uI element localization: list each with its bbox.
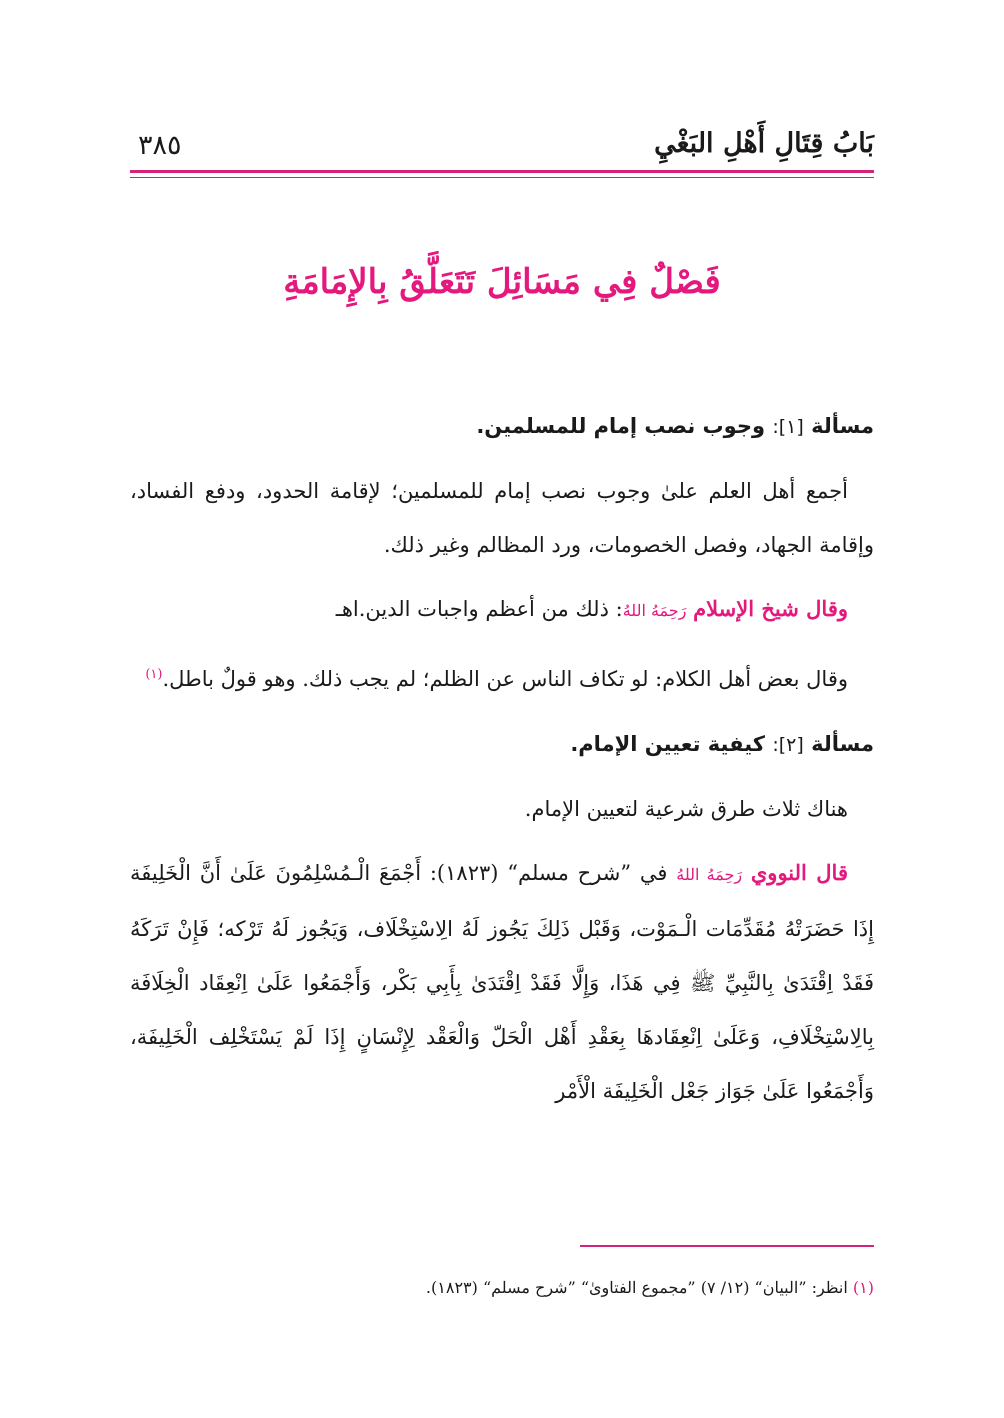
header-rule-thick <box>130 170 874 173</box>
issue-1-paragraph-1-text: أجمع أهل العلم علىٰ وجوب نصب إمام للمسلمين؛ لإقامة الحدود، ودفع الفساد، وإقامة الجهاد، وفصل الخصومات، ورد المظالم وغير ذلك. <box>130 479 874 557</box>
issue-1-paragraph-3 <box>130 648 874 706</box>
quote-text: في ”شرح مسلم“ (١٨٢٣): أَجْمَعَ الْـمُسْلِمُونَ عَلَىٰ أَنَّ الْخَلِيفَة إِذَا حَضَرَتْهُ مُقَدِّمَات الْـمَوْت، وَقَبْل ذَلِكَ يَجُوز لَهُ الِاسْتِخْلَاف، وَيَجُوز لَهُ تَرْكه؛ فَإِنْ تَرَكَهُ فَقَدْ اِقْتَدَىٰ بِالنَّبِيِّ ﷺ فِي هَذَا، وَإِلَّا فَقَدْ اِقْتَدَىٰ بِأَبِي بَكْر، وَأَجْمَعُوا عَلَىٰ اِنْعِقَاد الْخِلَافَة بِالِاسْتِخْلَافِ، وَعَلَىٰ اِنْعِقَادهَا بِعَقْدِ أَهْل الْحَلّ وَالْعَقْد لِإِنْسَانٍ إِذَا لَمْ يَسْتَخْلِف الْخَلِيفَة، وَأَجْمَعُوا عَلَىٰ جَوَاز جَعْل الْخَلِيفَة الْأَمْر <box>130 861 874 1103</box>
issue-2-label: مسألة <box>811 732 874 756</box>
quote-speaker: قال النووي <box>750 860 848 885</box>
issue-2-quote <box>130 846 874 1118</box>
issue-1-heading <box>130 398 874 454</box>
footnote-rule <box>580 1245 874 1247</box>
issue-1-quote <box>130 582 874 638</box>
issue-1-paragraph-3-text: وقال بعض أهل الكلام: لو تكاف الناس عن الظلم؛ لم يجب ذلك. وهو قولٌ باطل. <box>162 667 848 691</box>
page-number: ٣٨٥ <box>138 130 182 161</box>
page-content <box>130 398 874 1128</box>
issue-1-title: وجوب نصب إمام للمسلمين. <box>476 414 766 438</box>
issue-2-number: [٢]: <box>772 734 804 756</box>
issue-2-paragraph-1 <box>130 782 874 836</box>
honorific: رَحِمَهُ اللهُ <box>676 865 743 884</box>
quote-text: : ذلك من أعظم واجبات الدين.اهـ <box>335 597 623 621</box>
quote-speaker: وقال شيخ الإسلام <box>693 596 848 621</box>
page-header <box>130 128 874 168</box>
issue-2-title: كيفية تعيين الإمام. <box>570 732 766 756</box>
issue-1-paragraph-1 <box>130 464 874 572</box>
header-rule-thin <box>130 177 874 178</box>
running-title: بَابُ قِتَالِ أَهْلِ البَغْيِ <box>654 128 874 159</box>
chapter-title: فَصْلٌ فِي مَسَائِلَ تَتَعَلَّقُ بِالإِمَامَةِ <box>283 262 721 302</box>
issue-2-paragraph-1-text: هناك ثلاث طرق شرعية لتعيين الإمام. <box>524 797 848 821</box>
issue-1-label: مسألة <box>811 414 874 438</box>
honorific: رَحِمَهُ اللهُ <box>622 601 687 620</box>
footnote <box>130 1278 874 1297</box>
footnote-number: (١) <box>852 1278 874 1297</box>
footnote-ref[interactable]: (١) <box>145 667 163 682</box>
issue-2-heading <box>130 716 874 772</box>
footnote-text: انظر: ”البيان“ (١٢/ ٧) ”مجموع الفتاوىٰ“ ”شرح مسلم“ (١٨٢٣). <box>425 1278 853 1297</box>
issue-1-number: [١]: <box>772 416 804 438</box>
